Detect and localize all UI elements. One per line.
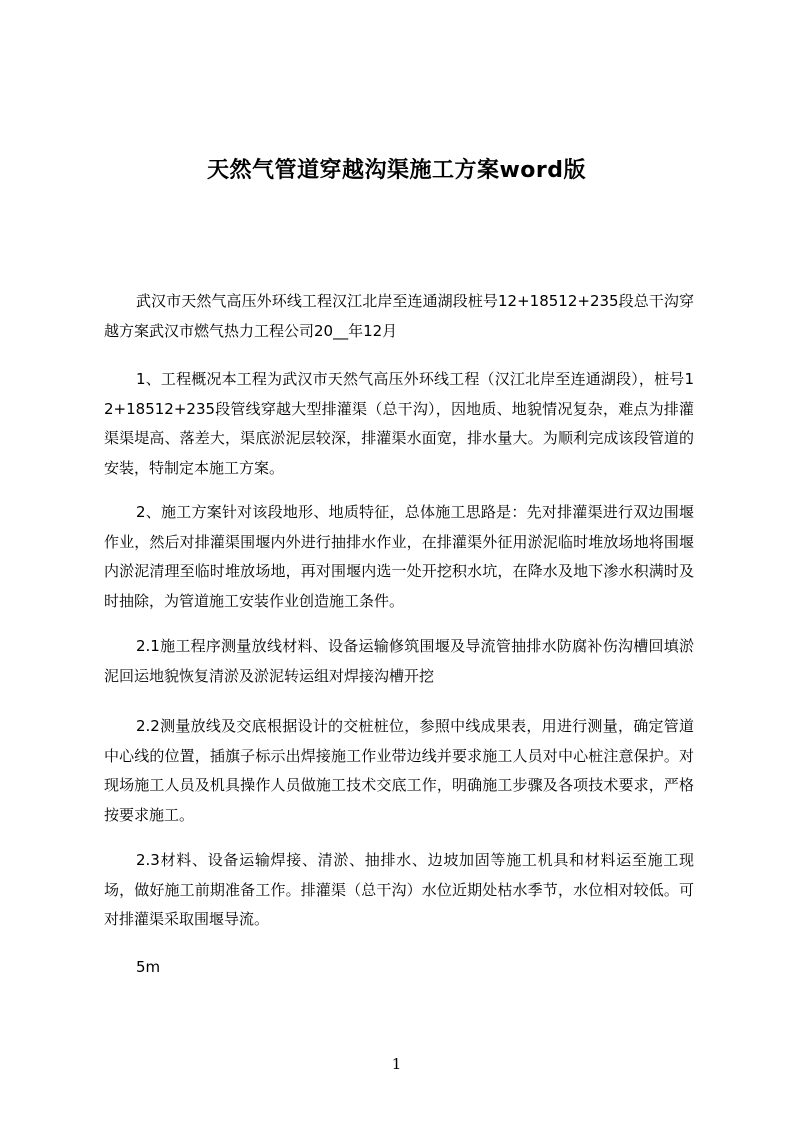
document-title: 天然气管道穿越沟渠施工方案word版	[206, 157, 587, 183]
paragraph-material-transport: 2.3材料、设备运输焊接、清淤、抽排水、边坡加固等施工机具和材料运至施工现场，做好施工前期准备工作。排灌渠（总干沟）水位近期处枯水季节，水位相对较低。可对排灌渠采取围堰导流。	[104, 851, 694, 928]
page-number: 1	[391, 1055, 402, 1073]
paragraph-construction-procedure: 2.1施工程序测量放线材料、设备运输修筑围堰及导流管抽排水防腐补伤沟槽回填淤泥回运地貌恢复清淤及淤泥转运组对焊接沟槽开挖	[104, 637, 694, 685]
paragraph-construction-plan: 2、施工方案针对该段地形、地质特征，总体施工思路是：先对排灌渠进行双边围堰作业，然后对排灌渠围堰内外进行抽排水作业，在排灌渠外征用淤泥临时堆放场地将围堰内淤泥清理至临时堆放场地，再对围堰内选一处开挖积水坑，在降水及地下渗水积满时及时抽除，为管道施工安装作业创造施工条件。	[104, 503, 694, 610]
paragraph-dimension-note: 5m	[136, 958, 161, 976]
paragraph-project-overview: 1、工程概况本工程为武汉市天然气高压外环线工程（汉江北岸至连通湖段），桩号12+18512+235段管线穿越大型排灌渠（总干沟），因地质、地貌情况复杂，难点为排灌渠渠堤高、落差大，渠底淤泥层较深，排灌渠水面宽，排水量大。为顺利完成该段管道的安装，特制定本施工方案。	[104, 370, 694, 477]
paragraph-project-header: 武汉市天然气高压外环线工程汉江北岸至连通湖段桩号12+18512+235段总干沟穿越方案武汉市燃气热力工程公司20__年12月	[104, 292, 694, 340]
paragraph-survey-layout: 2.2测量放线及交底根据设计的交桩桩位，参照中线成果表，用进行测量，确定管道中心线的位置，插旗子标示出焊接施工作业带边线并要求施工人员对中心桩注意保护。对现场施工人员及机具操作人员做施工技术交底工作，明确施工步骤及各项技术要求，严格按要求施工。	[104, 717, 694, 824]
